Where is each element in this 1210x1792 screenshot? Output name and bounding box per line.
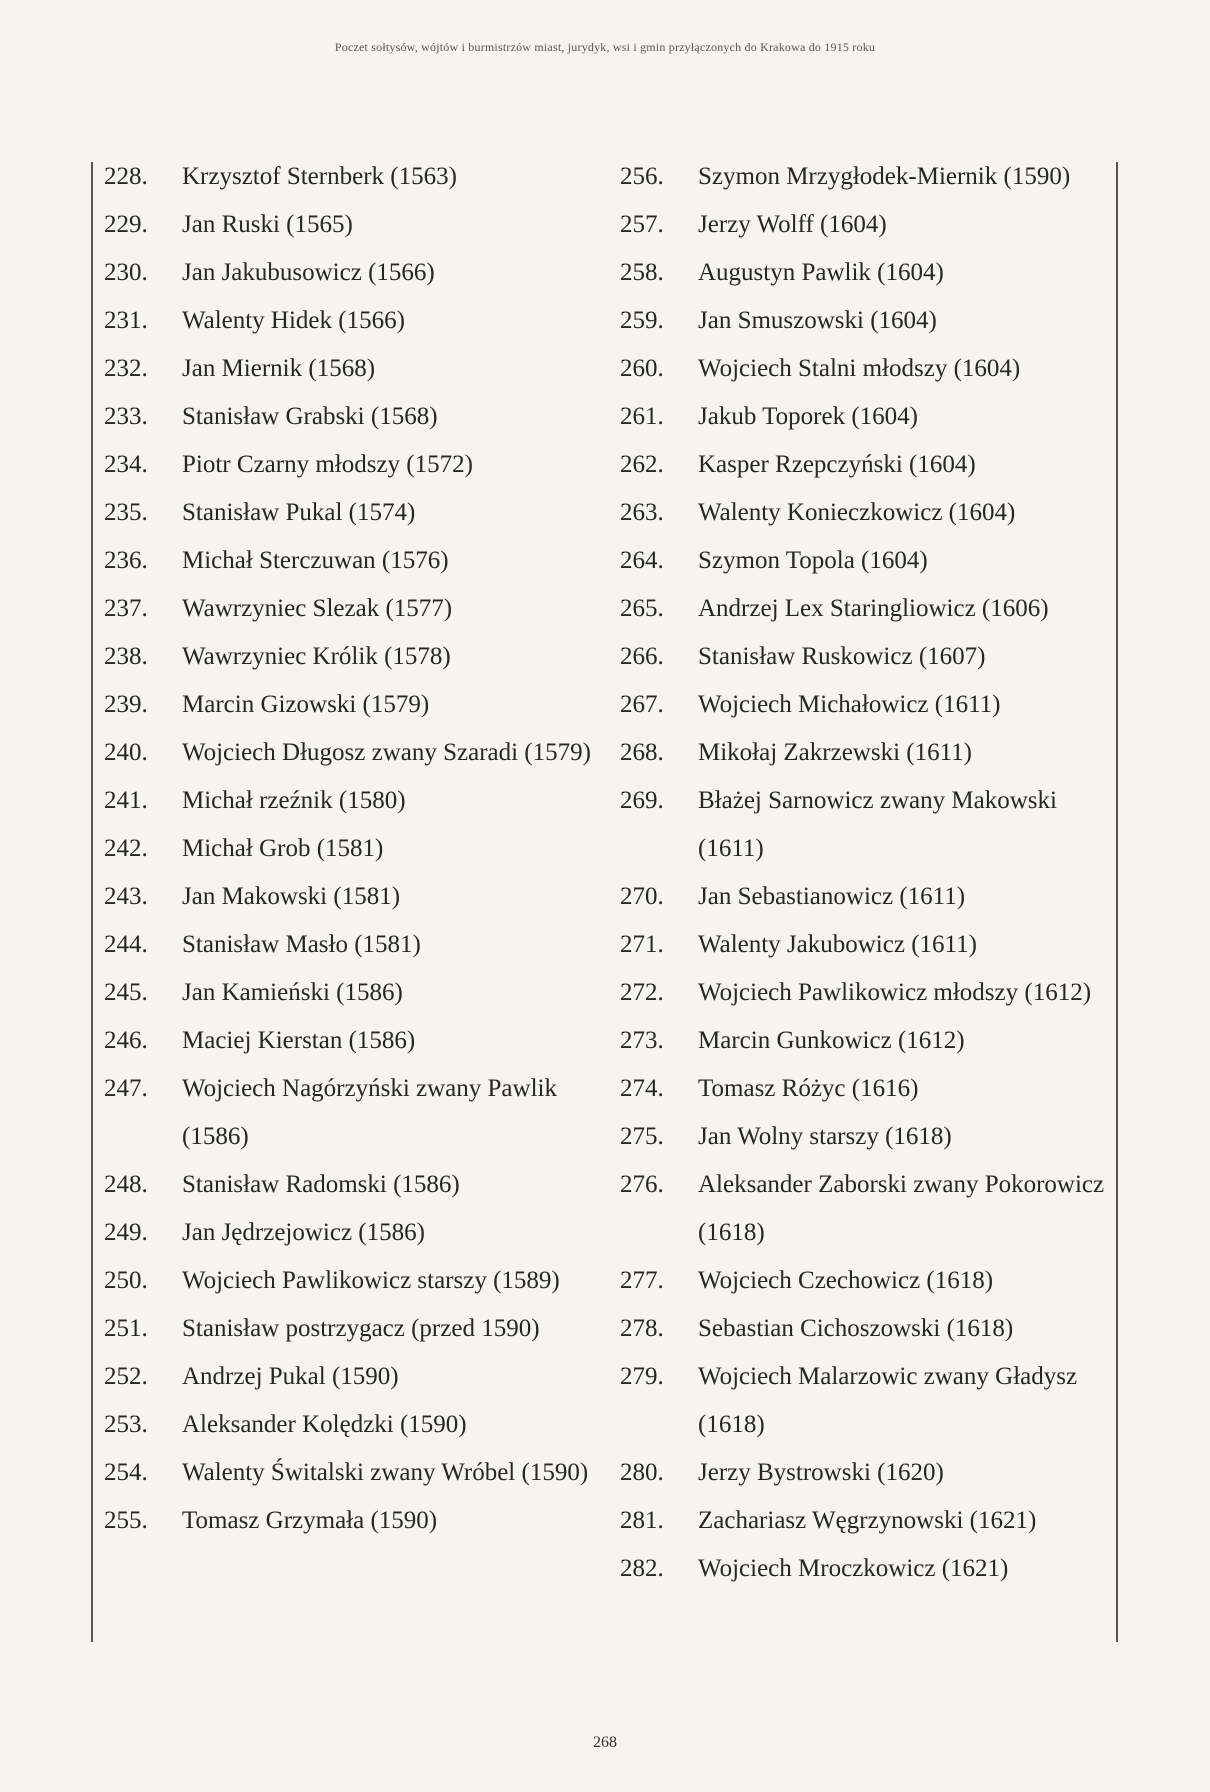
entry-name: Jan Sebastianowicz (1611) <box>698 883 966 910</box>
entry-name: Jan Smuszowski (1604) <box>698 307 937 334</box>
entry-number: 260. <box>620 355 664 382</box>
entry-name: Michał Sterczuwan (1576) <box>182 547 449 574</box>
entry-number: 257. <box>620 211 664 238</box>
entry-name: Marcin Gizowski (1579) <box>182 691 430 718</box>
entry-number: 254. <box>104 1459 148 1486</box>
list-item <box>104 777 604 825</box>
entry-name: Walenty Hidek (1566) <box>182 307 405 334</box>
list-item <box>104 297 604 345</box>
list-item <box>620 393 1120 441</box>
list-item <box>620 873 1120 921</box>
left-margin-rule <box>91 162 93 1642</box>
entry-number: 261. <box>620 403 664 430</box>
entry-name: Błażej Sarnowicz zwany Makowski (1611) <box>698 787 1057 862</box>
entry-name: Wojciech Malarzowic zwany Gładysz (1618) <box>698 1363 1078 1438</box>
entry-number: 265. <box>620 595 664 622</box>
entry-number: 232. <box>104 355 148 382</box>
entry-number: 251. <box>104 1315 148 1342</box>
list-item <box>104 1497 604 1545</box>
entry-name: Stanisław Masło (1581) <box>182 931 421 958</box>
list-item <box>620 297 1120 345</box>
left-name-column <box>104 153 604 1545</box>
list-item <box>620 1257 1120 1305</box>
list-item <box>104 969 604 1017</box>
entry-number: 234. <box>104 451 148 478</box>
list-item <box>104 345 604 393</box>
entry-number: 270. <box>620 883 664 910</box>
entry-number: 236. <box>104 547 148 574</box>
list-item <box>104 1353 604 1401</box>
entry-number: 245. <box>104 979 148 1006</box>
entry-name: Wojciech Długosz zwany Szaradi (1579) <box>182 739 591 766</box>
list-item <box>104 1065 604 1161</box>
entry-name: Mikołaj Zakrzewski (1611) <box>698 739 972 766</box>
entry-name: Piotr Czarny młodszy (1572) <box>182 451 473 478</box>
entry-number: 243. <box>104 883 148 910</box>
list-item <box>104 441 604 489</box>
entry-name: Jan Ruski (1565) <box>182 211 353 238</box>
list-item <box>620 441 1120 489</box>
entry-number: 262. <box>620 451 664 478</box>
entry-number: 268. <box>620 739 664 766</box>
list-item <box>620 1113 1120 1161</box>
list-item <box>620 1161 1120 1257</box>
entry-number: 271. <box>620 931 664 958</box>
page-number: 268 <box>593 1734 617 1751</box>
list-item <box>104 489 604 537</box>
entry-number: 278. <box>620 1315 664 1342</box>
list-item <box>104 1305 604 1353</box>
entry-number: 279. <box>620 1363 664 1390</box>
entry-number: 228. <box>104 163 148 190</box>
list-item <box>104 1017 604 1065</box>
entry-name: Szymon Mrzygłodek-Miernik (1590) <box>698 163 1071 190</box>
entry-name: Jan Miernik (1568) <box>182 355 376 382</box>
list-item <box>104 825 604 873</box>
list-item <box>104 201 604 249</box>
entry-number: 242. <box>104 835 148 862</box>
entry-number: 264. <box>620 547 664 574</box>
entry-number: 267. <box>620 691 664 718</box>
list-item <box>104 153 604 201</box>
entry-name: Stanisław Pukal (1574) <box>182 499 416 526</box>
entry-name: Stanisław Grabski (1568) <box>182 403 438 430</box>
entry-name: Wojciech Pawlikowicz młodszy (1612) <box>698 979 1092 1006</box>
entry-name: Andrzej Lex Staringliowicz (1606) <box>698 595 1049 622</box>
entry-name: Kasper Rzepczyński (1604) <box>698 451 976 478</box>
list-item <box>104 1161 604 1209</box>
entry-number: 233. <box>104 403 148 430</box>
list-item <box>104 537 604 585</box>
list-item <box>104 1257 604 1305</box>
entry-name: Jan Jakubusowicz (1566) <box>182 259 435 286</box>
list-item <box>620 777 1120 873</box>
entry-name: Jan Wolny starszy (1618) <box>698 1123 952 1150</box>
list-item <box>620 1017 1120 1065</box>
entry-number: 269. <box>620 787 664 814</box>
entry-number: 252. <box>104 1363 148 1390</box>
list-item <box>104 1209 604 1257</box>
entry-name: Sebastian Cichoszowski (1618) <box>698 1315 1014 1342</box>
list-item <box>620 201 1120 249</box>
entry-number: 280. <box>620 1459 664 1486</box>
entry-number: 235. <box>104 499 148 526</box>
entry-name: Walenty Świtalski zwany Wróbel (1590) <box>182 1459 589 1486</box>
entry-number: 229. <box>104 211 148 238</box>
list-item <box>620 1305 1120 1353</box>
entry-name: Augustyn Pawlik (1604) <box>698 259 944 286</box>
entry-name: Wojciech Nagórzyński zwany Pawlik (1586) <box>182 1075 557 1150</box>
entry-number: 259. <box>620 307 664 334</box>
list-item <box>104 393 604 441</box>
entry-number: 275. <box>620 1123 664 1150</box>
entry-name: Aleksander Zaborski zwany Pokorowicz (1618) <box>698 1171 1105 1246</box>
list-item <box>104 249 604 297</box>
list-item <box>104 633 604 681</box>
entry-name: Jakub Toporek (1604) <box>698 403 918 430</box>
entry-name: Jan Jędrzejowicz (1586) <box>182 1219 425 1246</box>
entry-number: 255. <box>104 1507 148 1534</box>
entry-number: 246. <box>104 1027 148 1054</box>
entry-name: Wawrzyniec Królik (1578) <box>182 643 451 670</box>
entry-name: Wawrzyniec Slezak (1577) <box>182 595 453 622</box>
list-item <box>620 153 1120 201</box>
entry-number: 281. <box>620 1507 664 1534</box>
list-item <box>104 921 604 969</box>
list-item <box>104 1401 604 1449</box>
list-item <box>620 1065 1120 1113</box>
list-item <box>620 1545 1120 1593</box>
running-header: Poczet sołtysów, wójtów i burmistrzów miast, jurydyk, wsi i gmin przyłączonych do Krakowa do 1915 roku <box>334 40 876 54</box>
list-item <box>620 969 1120 1017</box>
list-item <box>620 1449 1120 1497</box>
entry-name: Walenty Jakubowicz (1611) <box>698 931 977 958</box>
entry-name: Jerzy Wolff (1604) <box>698 211 887 238</box>
entry-name: Wojciech Mroczkowicz (1621) <box>698 1555 1009 1582</box>
entry-number: 282. <box>620 1555 664 1582</box>
entry-name: Krzysztof Sternberk (1563) <box>182 163 457 190</box>
list-item <box>620 1497 1120 1545</box>
entry-name: Jan Makowski (1581) <box>182 883 401 910</box>
list-item <box>104 729 604 777</box>
entry-number: 274. <box>620 1075 664 1102</box>
entry-number: 240. <box>104 739 148 766</box>
entry-name: Stanisław postrzygacz (przed 1590) <box>182 1315 540 1342</box>
entry-number: 272. <box>620 979 664 1006</box>
entry-name: Stanisław Radomski (1586) <box>182 1171 460 1198</box>
list-item <box>620 489 1120 537</box>
list-item <box>620 921 1120 969</box>
entry-number: 231. <box>104 307 148 334</box>
entry-name: Wojciech Czechowicz (1618) <box>698 1267 994 1294</box>
entry-name: Stanisław Ruskowicz (1607) <box>698 643 986 670</box>
list-item <box>620 681 1120 729</box>
list-item <box>620 345 1120 393</box>
list-item <box>620 585 1120 633</box>
entry-number: 258. <box>620 259 664 286</box>
list-item <box>104 873 604 921</box>
entry-name: Walenty Konieczkowicz (1604) <box>698 499 1016 526</box>
entry-name: Andrzej Pukal (1590) <box>182 1363 399 1390</box>
entry-name: Szymon Topola (1604) <box>698 547 928 574</box>
entry-name: Jan Kamieński (1586) <box>182 979 403 1006</box>
list-item <box>620 729 1120 777</box>
entry-name: Zachariasz Węgrzynowski (1621) <box>698 1507 1037 1534</box>
entry-name: Maciej Kierstan (1586) <box>182 1027 416 1054</box>
entry-number: 277. <box>620 1267 664 1294</box>
list-item <box>104 585 604 633</box>
list-item <box>620 249 1120 297</box>
entry-name: Wojciech Stalni młodszy (1604) <box>698 355 1021 382</box>
list-item <box>620 633 1120 681</box>
entry-name: Wojciech Pawlikowicz starszy (1589) <box>182 1267 560 1294</box>
list-item <box>104 681 604 729</box>
entry-name: Tomasz Różyc (1616) <box>698 1075 919 1102</box>
entry-number: 249. <box>104 1219 148 1246</box>
entry-name: Jerzy Bystrowski (1620) <box>698 1459 944 1486</box>
entry-number: 276. <box>620 1171 664 1198</box>
entry-number: 247. <box>104 1075 148 1102</box>
entry-number: 263. <box>620 499 664 526</box>
entry-number: 238. <box>104 643 148 670</box>
entry-number: 253. <box>104 1411 148 1438</box>
entry-number: 248. <box>104 1171 148 1198</box>
list-item <box>104 1449 604 1497</box>
entry-number: 239. <box>104 691 148 718</box>
entry-number: 256. <box>620 163 664 190</box>
entry-number: 273. <box>620 1027 664 1054</box>
list-item <box>620 1353 1120 1449</box>
entry-name: Marcin Gunkowicz (1612) <box>698 1027 965 1054</box>
entry-name: Tomasz Grzymała (1590) <box>182 1507 438 1534</box>
entry-number: 241. <box>104 787 148 814</box>
entry-number: 237. <box>104 595 148 622</box>
entry-number: 244. <box>104 931 148 958</box>
entry-name: Aleksander Kolędzki (1590) <box>182 1411 467 1438</box>
right-name-column <box>620 153 1120 1593</box>
entry-name: Michał rzeźnik (1580) <box>182 787 406 814</box>
entry-number: 266. <box>620 643 664 670</box>
list-item <box>620 537 1120 585</box>
entry-number: 250. <box>104 1267 148 1294</box>
entry-name: Wojciech Michałowicz (1611) <box>698 691 1001 718</box>
entry-number: 230. <box>104 259 148 286</box>
entry-name: Michał Grob (1581) <box>182 835 384 862</box>
